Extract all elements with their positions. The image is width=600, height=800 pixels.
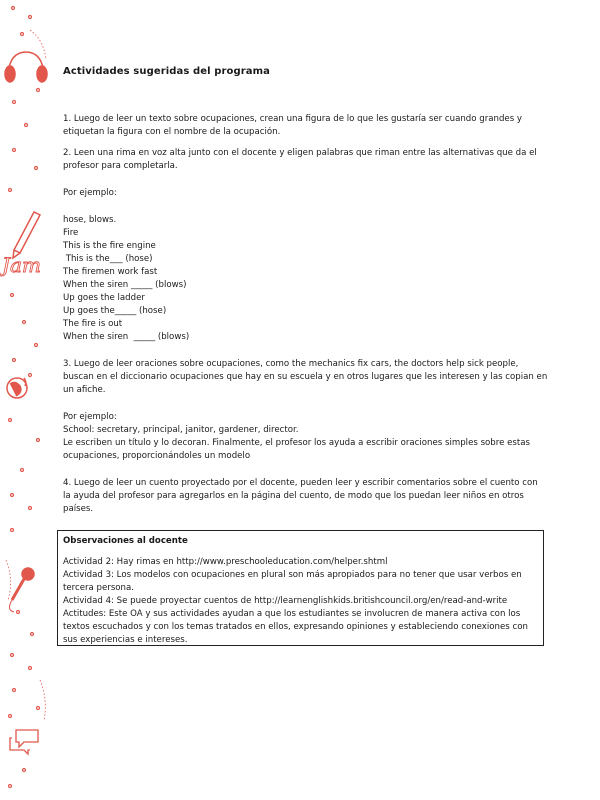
jam-scribble: Jam: [2, 253, 41, 277]
rhyme-line: Up goes the ladder: [63, 293, 145, 303]
margin-decoration: [0, 0, 52, 800]
page-title: Actividades sugeridas del programa: [63, 66, 271, 77]
globe-icon: [7, 378, 27, 398]
speech-bubble-icon: [10, 730, 38, 754]
rhyme-line: Up goes the_____ (hose): [63, 306, 167, 316]
rhyme-line: The fire is out: [63, 319, 123, 329]
rhyme-lines: [63, 214, 548, 344]
pencil-icon: [13, 212, 40, 258]
content-page: [63, 66, 548, 524]
observations-title: Observaciones al docente: [63, 536, 188, 546]
example-2-label: Por ejemplo:: [63, 412, 117, 422]
rhyme-line: When the siren _____ (blows): [63, 332, 190, 342]
activity-2: 2. Leen una rima en voz alta junto con el docente y eligen palabras que riman entre las alternativas que da el profesor para completarla.: [63, 148, 537, 171]
rhyme-line: This is the fire engine: [63, 241, 156, 251]
activity-3: 3. Luego de leer oraciones sobre ocupaciones, como the mechanics fix cars, the doctors help sick people, buscan en el diccionario ocupaciones que hay en su escuela y en otros lugares que les interesen y las copian en un afiche.: [63, 359, 548, 395]
microphone-icon: [9, 568, 34, 612]
example-2-line: Le escriben un título y lo decoran. Finalmente, el profesor los ayuda a escribir oraciones simples sobre estas ocupaciones, proporcionándoles un modelo: [63, 438, 530, 461]
rhyme-line: This is the___ (hose): [63, 254, 153, 264]
rhyme-line: When the siren _____ (blows): [63, 280, 187, 290]
example-1-label: Por ejemplo:: [63, 188, 117, 198]
observation-line: Actividad 4: Se puede proyectar cuentos de http://learnenglishkids.britishcouncil.org/en/read-and-write Actitudes: Este OA y sus actividades ayudan a que los estudiantes se involucren de manera activa con los textos escuchados y con los temas tratados en ellos, expresando opiniones y estableciendo conexiones con sus experiencias e intereses.: [63, 596, 528, 645]
headphones-icon: [5, 52, 47, 82]
observation-line: Actividad 3: Los modelos con ocupaciones en plural son más apropiados para no tener que usar verbos en tercera persona.: [63, 570, 522, 593]
activity-4: 4. Luego de leer un cuento proyectado por el docente, pueden leer y escribir comentarios sobre el cuento con la ayuda del profesor para agregarlos en la página del cuento, de modo que los puedan leer niños en otros países.: [63, 478, 538, 514]
rhyme-line: The firemen work fast: [63, 267, 158, 277]
example-2-line: School: secretary, principal, janitor, gardener, director.: [63, 425, 299, 435]
teacher-observations-box: [57, 530, 544, 646]
rhyme-line: Fire: [63, 228, 79, 238]
rhyme-line: hose, blows.: [63, 215, 117, 225]
observation-line: Actividad 2: Hay rimas en http://www.preschooleducation.com/helper.shtml: [63, 557, 388, 567]
activity-1: 1. Luego de leer un texto sobre ocupaciones, crean una figura de lo que les gustaría ser cuando grandes y etiquetan la figura con el nombre de la ocupación.: [63, 114, 522, 137]
